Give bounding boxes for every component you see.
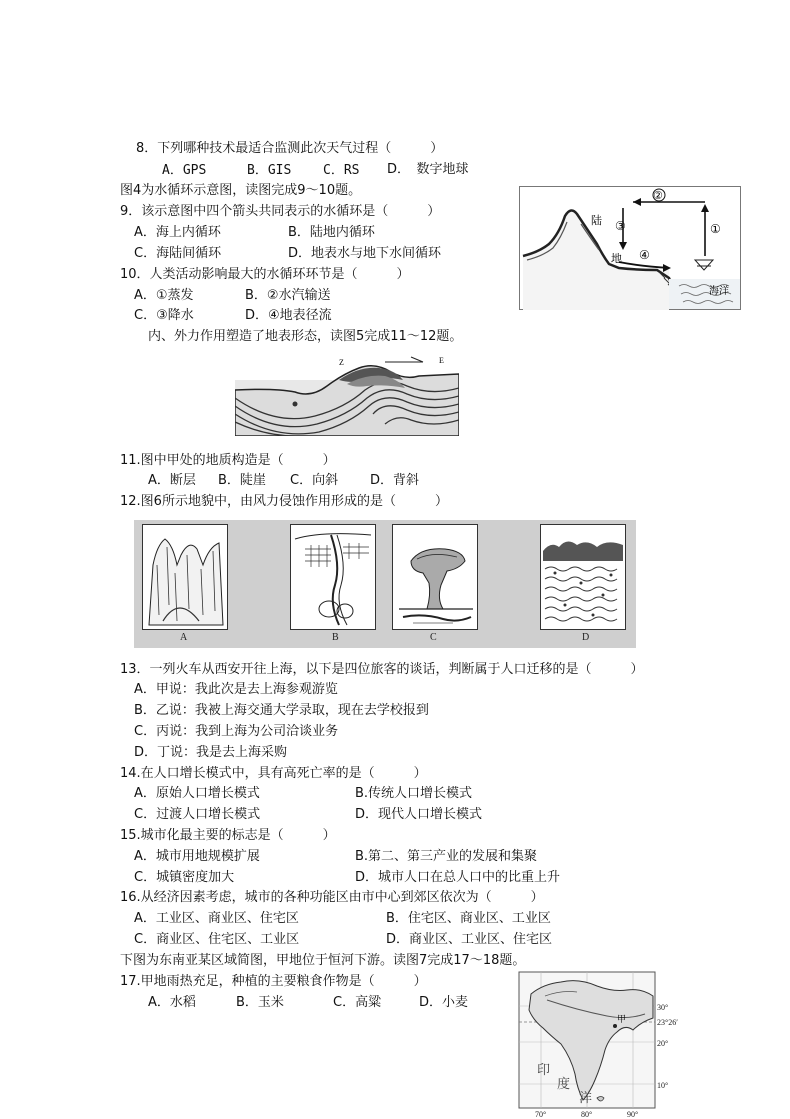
lat-30-label: 30°	[657, 1003, 669, 1012]
q14-option-d: D．现代人口增长模式	[355, 807, 483, 822]
fig5-intro: 内、外力作用塑造了地表形态，读图5完成11～12题。	[148, 329, 463, 344]
q10-stem: 10．人类活动影响最大的水循环环节是（ ）	[120, 267, 410, 282]
q13-option-b: B．乙说：我被上海交通大学录取，现在去学校报到	[134, 703, 429, 718]
q15-stem: 15.城市化最主要的标志是（ ）	[120, 828, 336, 843]
geologic-section-figure	[235, 354, 459, 436]
landform-panel-c	[392, 524, 478, 630]
q11-option-d: D．背斜	[370, 473, 420, 488]
q17-option-c: C．高粱	[333, 995, 382, 1010]
q10-option-b: B．②水汽输送	[245, 288, 331, 303]
q14-option-b: B.传统人口增长模式	[355, 786, 473, 801]
landform-panel-a	[142, 524, 228, 630]
q16-option-b: B．住宅区、商业区、工业区	[386, 911, 551, 926]
lon-70-label: 70°	[535, 1110, 547, 1119]
q15-option-c: C．城镇密度加大	[134, 870, 235, 885]
landform-label-d: D	[582, 632, 590, 643]
q10-option-d: D．④地表径流	[245, 308, 332, 323]
q15-option-b: B.第二、第三产业的发展和集聚	[355, 849, 538, 864]
fig4-intro: 图4为水循环示意图，读图完成9～10题。	[120, 183, 362, 198]
q8-option-c: C．RS	[323, 163, 360, 178]
arrow-1-label: ①	[710, 222, 721, 236]
landform-label-b: B	[332, 632, 339, 643]
q10-option-c: C．③降水	[134, 308, 194, 323]
q15-option-d: D．城市人口在总人口中的比重上升	[355, 870, 561, 885]
land-label-2: 地	[611, 252, 622, 265]
q8-option-b: B．GIS	[247, 163, 292, 178]
label-z: Z	[339, 358, 344, 367]
q11-stem: 11.图中甲处的地质构造是（ ）	[120, 453, 336, 468]
fig7-intro: 下图为东南亚某区域简图，甲地位于恒河下游。读图7完成17～18题。	[120, 953, 526, 968]
q11-option-a: A．断层	[148, 473, 196, 488]
q16-option-c: C．商业区、住宅区、工业区	[134, 932, 300, 947]
q17-option-b: B．玉米	[236, 995, 284, 1010]
lon-90-label: 90°	[627, 1110, 639, 1119]
q14-stem: 14.在人口增长模式中，具有高死亡率的是（ ）	[120, 766, 427, 781]
lat-10-label: 10°	[657, 1081, 669, 1090]
q16-stem: 16.从经济因素考虑，城市的各种功能区由市中心到郊区依次为（ ）	[120, 890, 544, 905]
q14-option-a: A．原始人口增长模式	[134, 786, 260, 801]
q13-option-d: D．丁说：我是去上海采购	[134, 745, 288, 760]
place-label: 甲	[617, 1015, 627, 1025]
lat-2326-label: 23°26′	[657, 1018, 678, 1027]
q8-option-a: A．GPS	[162, 163, 207, 178]
q13-option-a: A．甲说：我此次是去上海参观游览	[134, 682, 338, 697]
landform-panel-b	[290, 524, 376, 630]
q16-option-a: A．工业区、商业区、住宅区	[134, 911, 299, 926]
q15-option-a: A．城市用地规模扩展	[134, 849, 260, 864]
landform-label-a: A	[180, 632, 188, 643]
ocean-label: 海洋	[709, 286, 729, 297]
landform-label-c: C	[430, 632, 437, 643]
water-cycle-figure	[519, 186, 741, 310]
q9-option-c: C．海陆间循环	[134, 246, 222, 261]
arrow-2-label: ②	[653, 189, 663, 202]
q11-option-c: C．向斜	[290, 473, 339, 488]
q13-option-c: C．丙说：我到上海为公司洽谈业务	[134, 724, 339, 739]
q17-option-d: D．小麦	[419, 995, 469, 1010]
q10-option-a: A．①蒸发	[134, 288, 194, 303]
q14-option-c: C．过渡人口增长模式	[134, 807, 261, 822]
label-e: E	[439, 356, 444, 365]
lon-80-label: 80°	[581, 1110, 593, 1119]
sea-label-2: 度	[557, 1077, 571, 1092]
q13-stem: 13．一列火车从西安开往上海，以下是四位旅客的谈话，判断属于人口迁移的是（ ）	[120, 662, 644, 677]
q9-stem: 9．该示意图中四个箭头共同表示的水循环是（ ）	[120, 204, 441, 219]
q8-stem: 8．下列哪种技术最适合监测此次天气过程（ ）	[136, 141, 444, 156]
q9-option-a: A．海上内循环	[134, 225, 221, 240]
q11-option-b: B．陡崖	[218, 473, 266, 488]
landform-figure-strip	[134, 520, 636, 648]
q12-stem: 12.图6所示地貌中，由风力侵蚀作用形成的是（ ）	[120, 494, 448, 509]
q17-stem: 17.甲地雨热充足，种植的主要粮食作物是（ ）	[120, 974, 427, 989]
south-asia-map-figure	[517, 970, 690, 1119]
arrow-4-label: ④	[639, 248, 650, 262]
lat-20-label: 20°	[657, 1039, 669, 1048]
q16-option-d: D．商业区、工业区、住宅区	[386, 932, 553, 947]
landform-panel-d	[540, 524, 626, 630]
sea-label-1: 印	[537, 1063, 551, 1078]
q9-option-b: B．陆地内循环	[288, 225, 375, 240]
q17-option-a: A．水稻	[148, 995, 196, 1010]
sea-label-3: 洋	[579, 1091, 593, 1106]
arrow-3-label: ③	[615, 219, 626, 233]
q8-option-d: D． 数字地球	[387, 162, 469, 177]
land-label-1: 陆	[591, 214, 602, 227]
q9-option-d: D．地表水与地下水间循环	[288, 246, 442, 261]
